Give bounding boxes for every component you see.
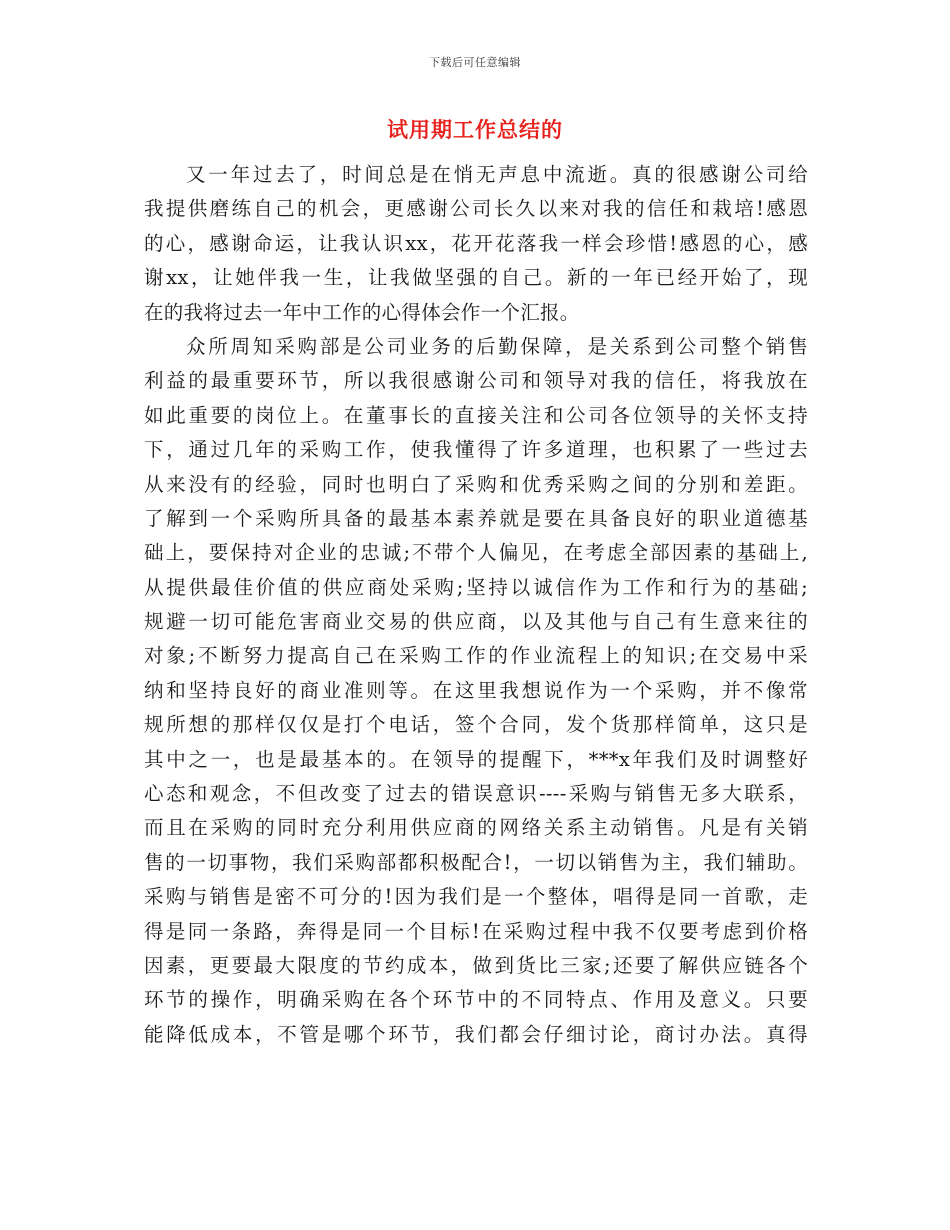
text-line: 我提供磨练自己的机会，更感谢公司长久以来对我的信任和栽培!感恩 bbox=[144, 197, 808, 221]
text-line: 众所周知采购部是公司业务的后勤保障，是关系到公司整个销售 bbox=[186, 334, 808, 358]
text-line: 纳和坚持良好的商业准则等。在这里我想说作为一个采购，并不像常 bbox=[144, 678, 808, 702]
text-line: 能降低成本，不管是哪个环节，我们都会仔细讨论，商讨办法。真得 bbox=[144, 1022, 808, 1046]
text-line: 的心，感谢命运，让我认识xx，花开花落我一样会珍惜!感恩的心，感 bbox=[144, 231, 808, 255]
header-note: 下载后可任意编辑 bbox=[429, 56, 521, 69]
text-line: 了解到一个采购所具备的最基本素养就是要在具备良好的职业道德基 bbox=[144, 506, 808, 530]
text-line: 规所想的那样仅仅是打个电话，签个合同，发个货那样简单，这只是 bbox=[144, 713, 808, 737]
text-line: 采购与销售是密不可分的!因为我们是一个整体，唱得是同一首歌，走 bbox=[144, 885, 808, 909]
text-line: 对象;不断努力提高自己在采购工作的作业流程上的知识;在交易中采 bbox=[144, 644, 808, 668]
text-line: 下，通过几年的采购工作，使我懂得了许多道理，也积累了一些过去 bbox=[144, 438, 808, 462]
text-line: 又一年过去了，时间总是在悄无声息中流逝。真的很感谢公司给 bbox=[186, 163, 808, 186]
text-line: 其中之一，也是最基本的。在领导的提醒下，***x年我们及时调整好 bbox=[144, 747, 808, 771]
text-line: 得是同一条路，奔得是同一个目标!在采购过程中我不仅要考虑到价格 bbox=[144, 919, 808, 943]
text-line: 心态和观念，不但改变了过去的错误意识----采购与销售无多大联系， bbox=[144, 782, 808, 806]
text-line: 从来没有的经验，同时也明白了采购和优秀采购之间的分别和差距。 bbox=[144, 472, 808, 496]
text-line: 利益的最重要环节，所以我很感谢公司和领导对我的信任，将我放在 bbox=[144, 369, 808, 393]
text-line: 谢xx，让她伴我一生，让我做坚强的自己。新的一年已经开始了，现 bbox=[144, 266, 808, 290]
document-title: 试用期工作总结的 bbox=[387, 118, 563, 142]
text-line: 如此重要的岗位上。在董事长的直接关注和公司各位领导的关怀支持 bbox=[144, 403, 808, 427]
text-line: 售的一切事物，我们采购部都积极配合!，一切以销售为主，我们辅助。 bbox=[144, 850, 808, 874]
text-line: 从提供最佳价值的供应商处采购;坚持以诚信作为工作和行为的基础; bbox=[144, 575, 808, 599]
document-body bbox=[144, 158, 808, 1052]
text-line: 规避一切可能危害商业交易的供应商，以及其他与自己有生意来往的 bbox=[144, 610, 808, 634]
text-line: 在的我将过去一年中工作的心得体会作一个汇报。 bbox=[144, 300, 580, 324]
text-line: 环节的操作，明确采购在各个环节中的不同特点、作用及意义。只要 bbox=[144, 988, 808, 1012]
text-line: 而且在采购的同时充分利用供应商的网络关系主动销售。凡是有关销 bbox=[144, 816, 808, 840]
text-line: 因素，更要最大限度的节约成本，做到货比三家;还要了解供应链各个 bbox=[144, 953, 808, 977]
text-line: 础上，要保持对企业的忠诚;不带个人偏见，在考虑全部因素的基础上, bbox=[144, 541, 808, 565]
